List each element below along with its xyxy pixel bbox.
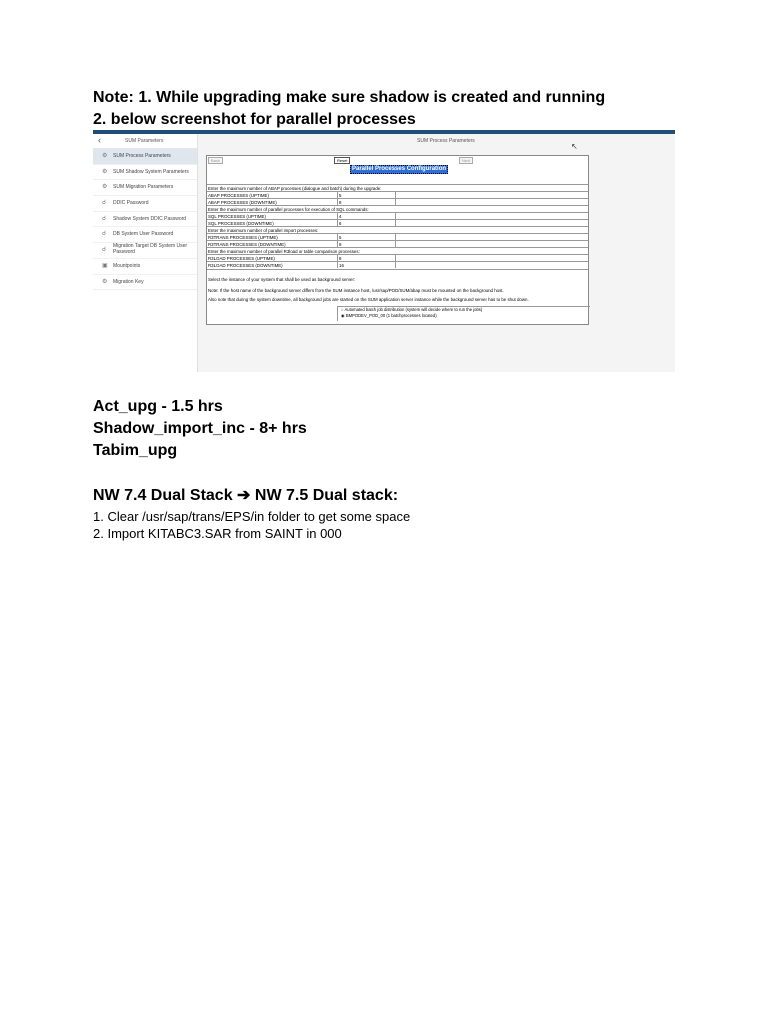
sidebar-item-db-system-user-password (93, 227, 197, 243)
sidebar-item-ddic-password (93, 196, 197, 212)
note-line-2: 2. below screenshot for parallel processes (93, 111, 416, 128)
radio-automated: ○ Automated batch job distribution (system will decide where to run the jobs) (341, 307, 483, 312)
background-server-options (337, 306, 590, 321)
sidebar-item-label: SUM Process Parameters (113, 153, 171, 159)
sidebar-item-label: DDIC Password (113, 200, 149, 207)
sql-uptime-value: 4 (337, 213, 396, 219)
screenshot-sidebar (93, 134, 198, 372)
row-label: Enter the maximum number of parallel processes for execution of SQL commands: (208, 207, 369, 212)
instance-text: Select the instance of your system that shall be used as background server: (208, 277, 356, 282)
row-label: Enter the maximum number of parallel import processes: (208, 228, 319, 233)
r3load-downtime-value: 16 (337, 262, 396, 268)
row-label: ABAP PROCESSES (UPTIME) (208, 193, 269, 198)
row-label: ABAP PROCESSES (DOWNTIME) (208, 200, 277, 205)
radio-host: ◉ BMPODEV_POD_00 (1 batchprocesses located) (341, 313, 437, 318)
user-key-icon: ☌ (102, 200, 107, 207)
sidebar-item-migration-key (93, 275, 197, 291)
r3trans-uptime-value: 5 (337, 234, 396, 240)
sidebar-item-sum-shadow-system-parameters (93, 165, 197, 181)
sidebar-header (93, 134, 197, 149)
button-row (207, 156, 588, 163)
process-icon: ⚙ (102, 153, 108, 159)
sidebar-item-label: SUM Migration Parameters (113, 184, 174, 191)
r3trans-downtime-value: 8 (337, 241, 396, 247)
row-label: SQL PROCESSES (UPTIME) (208, 214, 266, 219)
next-button: Next (459, 157, 473, 164)
reset-button: Reset (334, 157, 350, 164)
user-key-icon: ☌ (102, 231, 107, 238)
step-2: 2. Import KITABC3.SAR from SAINT in 000 (93, 526, 342, 541)
main-title: SUM Process Parameters (417, 138, 475, 144)
row-label: R3LOAD PROCESSES (DOWNTIME) (208, 263, 283, 268)
row-label: Enter the maximum number of ABAP processes (dialogue and batch) during the upgrade: (208, 186, 382, 191)
row-label: SQL PROCESSES (DOWNTIME) (208, 221, 274, 226)
note-text: Note: If the host name of the background server differs from the SUM instance host, /usr/sap/POD/SUM/abap must be mounted on the background host. (208, 288, 504, 293)
chevron-left-icon: ‹ (98, 135, 101, 145)
user-key-icon: ☌ (102, 247, 107, 254)
also-text: Also note that during the system downtime, all background jobs are started on the SUM application server instance while the background server has to be shut down. (208, 297, 529, 302)
r3load-uptime-value: 8 (337, 255, 396, 261)
process-icon: ⚙ (102, 184, 108, 191)
abap-uptime-value: 5 (337, 192, 396, 198)
user-key-icon: ☌ (102, 215, 107, 222)
radio-host-label: BMPODEV_POD_00 (1 batchprocesses located) (345, 313, 437, 318)
sidebar-item-label: Migration Target DB System User Password (113, 243, 188, 255)
sidebar-item-label: SUM Shadow System Parameters (113, 168, 189, 175)
abap-downtime-value: 8 (337, 199, 396, 205)
sidebar-item-migration-target-db-password (93, 243, 197, 259)
phase-tabim-upg: Tabim_upg (93, 442, 178, 459)
process-icon: ⚙ (102, 168, 108, 175)
embedded-screenshot (93, 130, 675, 372)
sidebar-item-label: Migration Key (113, 278, 144, 285)
mount-icon: ▣ (102, 262, 108, 269)
row-label: R3LOAD PROCESSES (UPTIME) (208, 256, 275, 261)
config-title: Parallel Processes Configuration (352, 166, 447, 172)
radio-automated-label: Automated batch job distribution (system will decide where to run the jobs) (344, 307, 483, 312)
back-button: Back (208, 157, 223, 164)
row-label: R3TRANS PROCESSES (UPTIME) (208, 235, 278, 240)
section-title: NW 7.4 Dual Stack ➔ NW 7.5 Dual stack: (93, 487, 399, 504)
sidebar-item-sum-process-parameters (93, 149, 197, 165)
row-label: Enter the maximum number of parallel R3load or table comparison processes: (208, 249, 360, 254)
row-label: R3TRANS PROCESSES (DOWNTIME) (208, 242, 286, 247)
note-line-1: Note: 1. While upgrading make sure shadow is created and running (93, 89, 606, 106)
sidebar-item-shadow-ddic-password (93, 212, 197, 228)
sidebar-item-label: Shadow System DDIC Password (113, 215, 187, 222)
phase-shadow-import-inc: Shadow_import_inc - 8+ hrs (93, 420, 307, 437)
r3load-downtime-row (207, 261, 588, 270)
key-icon: ⚙ (102, 278, 108, 285)
phase-act-upg: Act_upg - 1.5 hrs (93, 398, 223, 415)
sidebar-title: SUM Parameters (125, 138, 164, 144)
sidebar-item-label: DB System User Password (113, 231, 174, 238)
sql-downtime-value: 6 (337, 220, 396, 226)
sidebar-item-sum-migration-parameters (93, 180, 197, 196)
sidebar-item-label: Mountpoints (113, 262, 141, 269)
parallel-processes-panel (206, 155, 589, 325)
sidebar-item-mountpoints (93, 259, 197, 275)
step-1: 1. Clear /usr/sap/trans/EPS/in folder to get some space (93, 509, 411, 524)
mouse-cursor-icon: ↖ (571, 142, 578, 151)
